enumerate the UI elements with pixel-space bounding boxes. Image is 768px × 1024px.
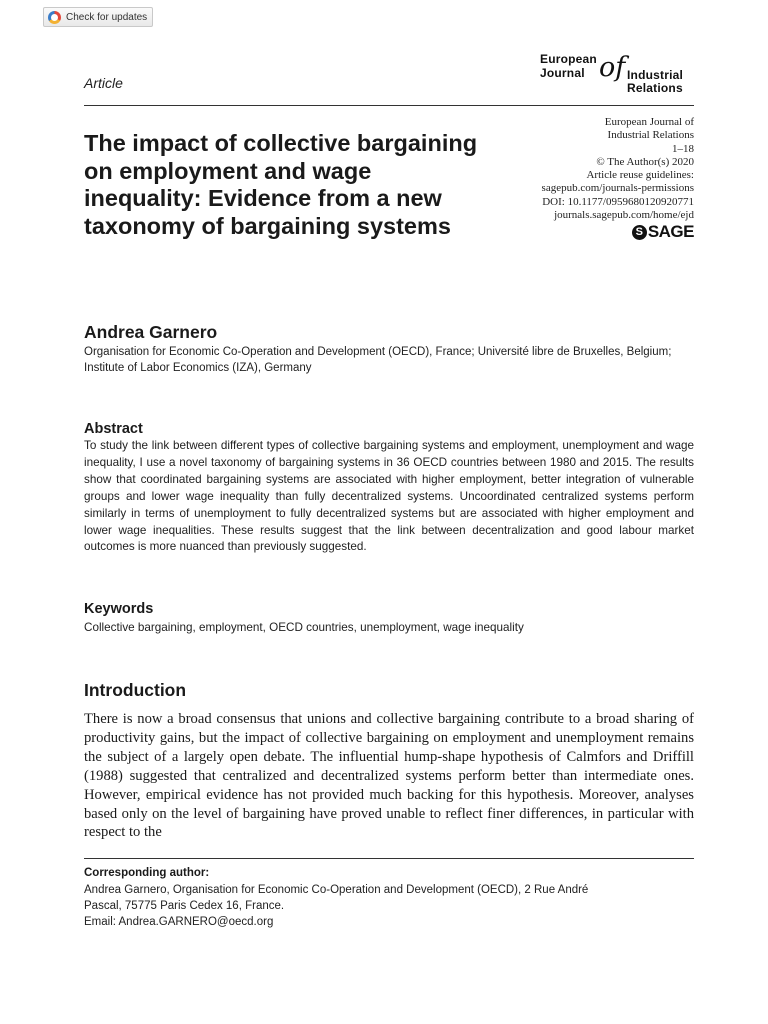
paper-title: The impact of collective bargaining on employment and wage inequality: Evidence from a new taxonomy of bargaining systems [84,130,478,239]
journal-logo-of: of [599,52,626,83]
permissions-link[interactable]: sagepub.com/journals-permissions [541,182,694,195]
journal-logo [540,50,700,96]
corresponding-author-details [84,882,684,930]
crossmark-icon [48,11,61,24]
introduction-text: There is now a broad consensus that unions and collective bargaining contribute to a broad sharing of productivity gains, but the impact of collective bargaining on employment and unemployment remains the subject of a largely open debate. The influential hump-shape hypothesis of Calmfors and Driffill (1988) suggested that centralized and decentralized systems perform better than intermediate ones. However, empirical evidence has not provided much backing for this hypothesis. Moreover, analyses based only on the level of bargaining have proved unable to reflect finer differences, in particular with respect to the [84,711,694,841]
sage-s-icon: S [632,225,647,240]
journal-meta [542,116,694,222]
author-name: Andrea Garnero [84,322,218,342]
journal-meta-line: Article reuse guidelines: [586,169,694,182]
article-type-label: Article [84,75,123,91]
footnote-line: Pascal, 75775 Paris Cedex 16, France. [84,900,285,912]
corresponding-author-heading: Corresponding author: [84,867,210,879]
author-email[interactable]: Email: Andrea.GARNERO@oecd.org [84,916,274,928]
doi-link[interactable]: DOI: 10.1177/0959680120920771 [542,195,694,208]
introduction-heading: Introduction [84,680,187,700]
journal-home-link[interactable]: journals.sagepub.com/home/ejd [554,209,694,222]
journal-logo-line: European [540,52,597,66]
check-for-updates-label: Check for updates [66,11,148,23]
publisher-name: SAGE [647,222,694,241]
journal-logo-line: Journal [540,66,585,80]
header-divider [84,105,694,106]
abstract-heading: Abstract [84,421,143,437]
check-for-updates-button[interactable] [43,7,153,27]
journal-logo-line: Industrial [627,68,684,82]
keywords-text: Collective bargaining, employment, OECD countries, unemployment, wage inequality [84,621,524,634]
journal-meta-copyright: © The Author(s) 2020 [596,155,694,168]
publisher-logo [632,222,694,242]
journal-meta-pages: 1–18 [672,142,694,155]
abstract-text: To study the link between different types of collective bargaining systems and employment, unemployment and wage inequality, I use a novel taxonomy of bargaining systems in 36 OECD countries between 1980 and 2015. The results show that coordinated bargaining systems are associated with higher employment, better integration of vulnerable groups and lower wage inequality than fully decentralized systems. Uncoordinated centralized systems perform similarly in terms of unemployment to fully decentralized systems but are associated with higher employment and lower wage inequalities. These results suggest that the link between decentralization and good labour market outcomes is more nuanced than previously suggested. [84,439,694,554]
footnote-line: Andrea Garnero, Organisation for Economic Co-Operation and Development (OECD), 2 Rue André [84,884,589,896]
footnote-divider [84,858,694,859]
journal-logo-line: Relations [627,81,683,95]
keywords-heading: Keywords [84,601,154,617]
journal-meta-line: European Journal of [604,116,694,128]
author-affiliation: Organisation for Economic Co-Operation and Development (OECD), France; Université libre de Bruxelles, Belgium; Institute of Labor Economics (IZA), Germany [84,346,672,374]
journal-meta-line: Industrial Relations [607,129,694,142]
